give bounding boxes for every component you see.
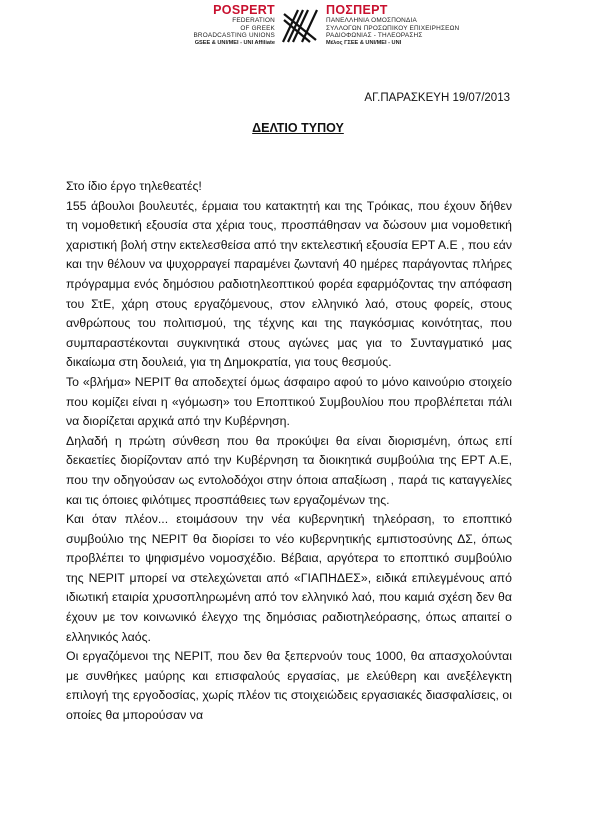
brand-name-gr: ΠΟΣΠΕΡΤ: [326, 3, 388, 17]
brand-name-en: POSPERT: [213, 3, 275, 17]
letterhead-line: ΣΥΛΛΟΓΩΝ ΠΡΟΣΩΠΙΚΟΥ ΕΠΙΧΕΙΡΗΣΕΩΝ: [326, 24, 460, 32]
greeting-line: Στο ίδιο έργο τηλεθεατές!: [66, 179, 202, 193]
letterhead-line: ΡΑΔΙΟΦΩΝΙΑΣ - ΤΗΛΕΟΡΑΣΗΣ: [326, 32, 423, 40]
body-paragraph: Και όταν πλέον... ετοιμάσουν την νέα κυβερνητική τηλεόραση, το εποπτικό συμβούλιο της ΝΕΡΙΤ θα διορίσει το νέο κυβερνητικής εμπιστοσύνης ΔΣ, όπως προβλέπει το ψηφισμένο νομοσχέδιο. Βέβαια, αργότερα το εποπτικό συμβούλιο της ΝΕΡΙΤ μπορεί να στελεχώνεται από «ΓΙΑΠΗΔΕΣ», ειδικά επιλεγμένους από ιδιωτική εταιρία χρυσοπληρωμένη από τον ελληνικό λαό, που καμιά σχέση δεν θα έχουν με τον κοινωνικό έλεγχο της δημόσιας ραδιοτηλεόρασης, όπως απαιτεί ο ελληνικός λαός.: [66, 512, 512, 644]
letterhead: [180, 4, 520, 64]
federation-logo-icon: [280, 6, 320, 46]
body-paragraph: Το «βλήμα» ΝΕΡΙΤ θα αποδεχτεί όμως άσφαιρο αφού το μόνο καινούριο στοιχείο που κομίζει είναι η «γόμωση» του Εποπτικού Συμβουλίου που προβλέπεται πάλι να διορίζεται αρχικά από την Κυβέρνηση.: [66, 374, 512, 429]
document-title: ΔΕΛΤΙΟ ΤΥΠΟΥ: [252, 121, 344, 135]
letterhead-english: [180, 4, 275, 47]
letterhead-affiliation: GSEE & UNI/MEI - UNI Affiliate: [194, 39, 275, 46]
document-body: [66, 177, 512, 726]
body-paragraph: 155 άβουλοι βουλευτές, έρμαια του κατακτητή και της Τρόικας, που έχουν δήθεν τη νομοθετική εξουσία στα χέρια τους, προσπάθησαν να δώσουν μια νομοθετική χαριστική βολή στην εκτελεσθείσα από την εκτελεστική εξουσία ΕΡΤ Α.Ε , που εάν και την θέλουν να ψυχορραγεί παραμένει ζωντανή 40 ημέρες παράγοντας πλήρες πρόγραμμα ενός δημόσιου ραδιοτηλεοπτικού φορέα εφαρμόζοντας την απόφαση του ΣτΕ, χάρη στους εργαζόμενους, στον ελληνικό λαό, στους φορείς, στους ανθρώπους του πολιτισμού, της τέχνης και της παγκόσμιας κοινότητας, που συμπαραστέκονται συγκινητικά στους αγώνες μας για το Συνταγματικό μας δικαίωμα στη δουλειά, για τη Δημοκρατία, για τους θεσμούς.: [66, 198, 512, 370]
letterhead-line: OF GREEK: [240, 24, 275, 32]
letterhead-line: ΠΑΝΕΛΛΗΝΙΑ ΟΜΟΣΠΟΝΔΙΑ: [326, 17, 417, 24]
document-date: ΑΓ.ΠΑΡΑΣΚΕΥΗ 19/07/2013: [364, 92, 510, 104]
letterhead-line: FEDERATION: [232, 17, 275, 24]
letterhead-greek: [326, 4, 526, 47]
letterhead-affiliation: Μέλος ΓΣΕΕ & UNI/MEI - UNI: [326, 39, 402, 46]
letterhead-line: BROADCASTING UNIONS: [193, 32, 275, 40]
body-paragraph: Οι εργαζόμενοι της ΝΕΡΙΤ, που δεν θα ξεπερνούν τους 1000, θα απασχολούνται με συνθήκες μαύρης και επισφαλούς εργασίας, με ελεύθερη και ανεξέλεγκτη επιλογή της εργοδοσίας, χωρίς πλέον τις στοιχειώδεις εργασιακές διασφαλίσεις, οι οποίες θα μπορούσαν να: [66, 649, 512, 723]
body-paragraph: Δηλαδή η πρώτη σύνθεση που θα προκύψει θα είναι διορισμένη, όπως επί δεκαετίες διορίζονταν από την Κυβέρνηση τα διοικητικά συμβούλια της ΕΡΤ Α.Ε, που την οδηγούσαν ως εντολοδόχοι στην όποια απαξίωση , παρά τις καταγγελίες και τις όποιες φιλότιμες προσπάθειες των εργαζομένων της.: [66, 433, 512, 507]
